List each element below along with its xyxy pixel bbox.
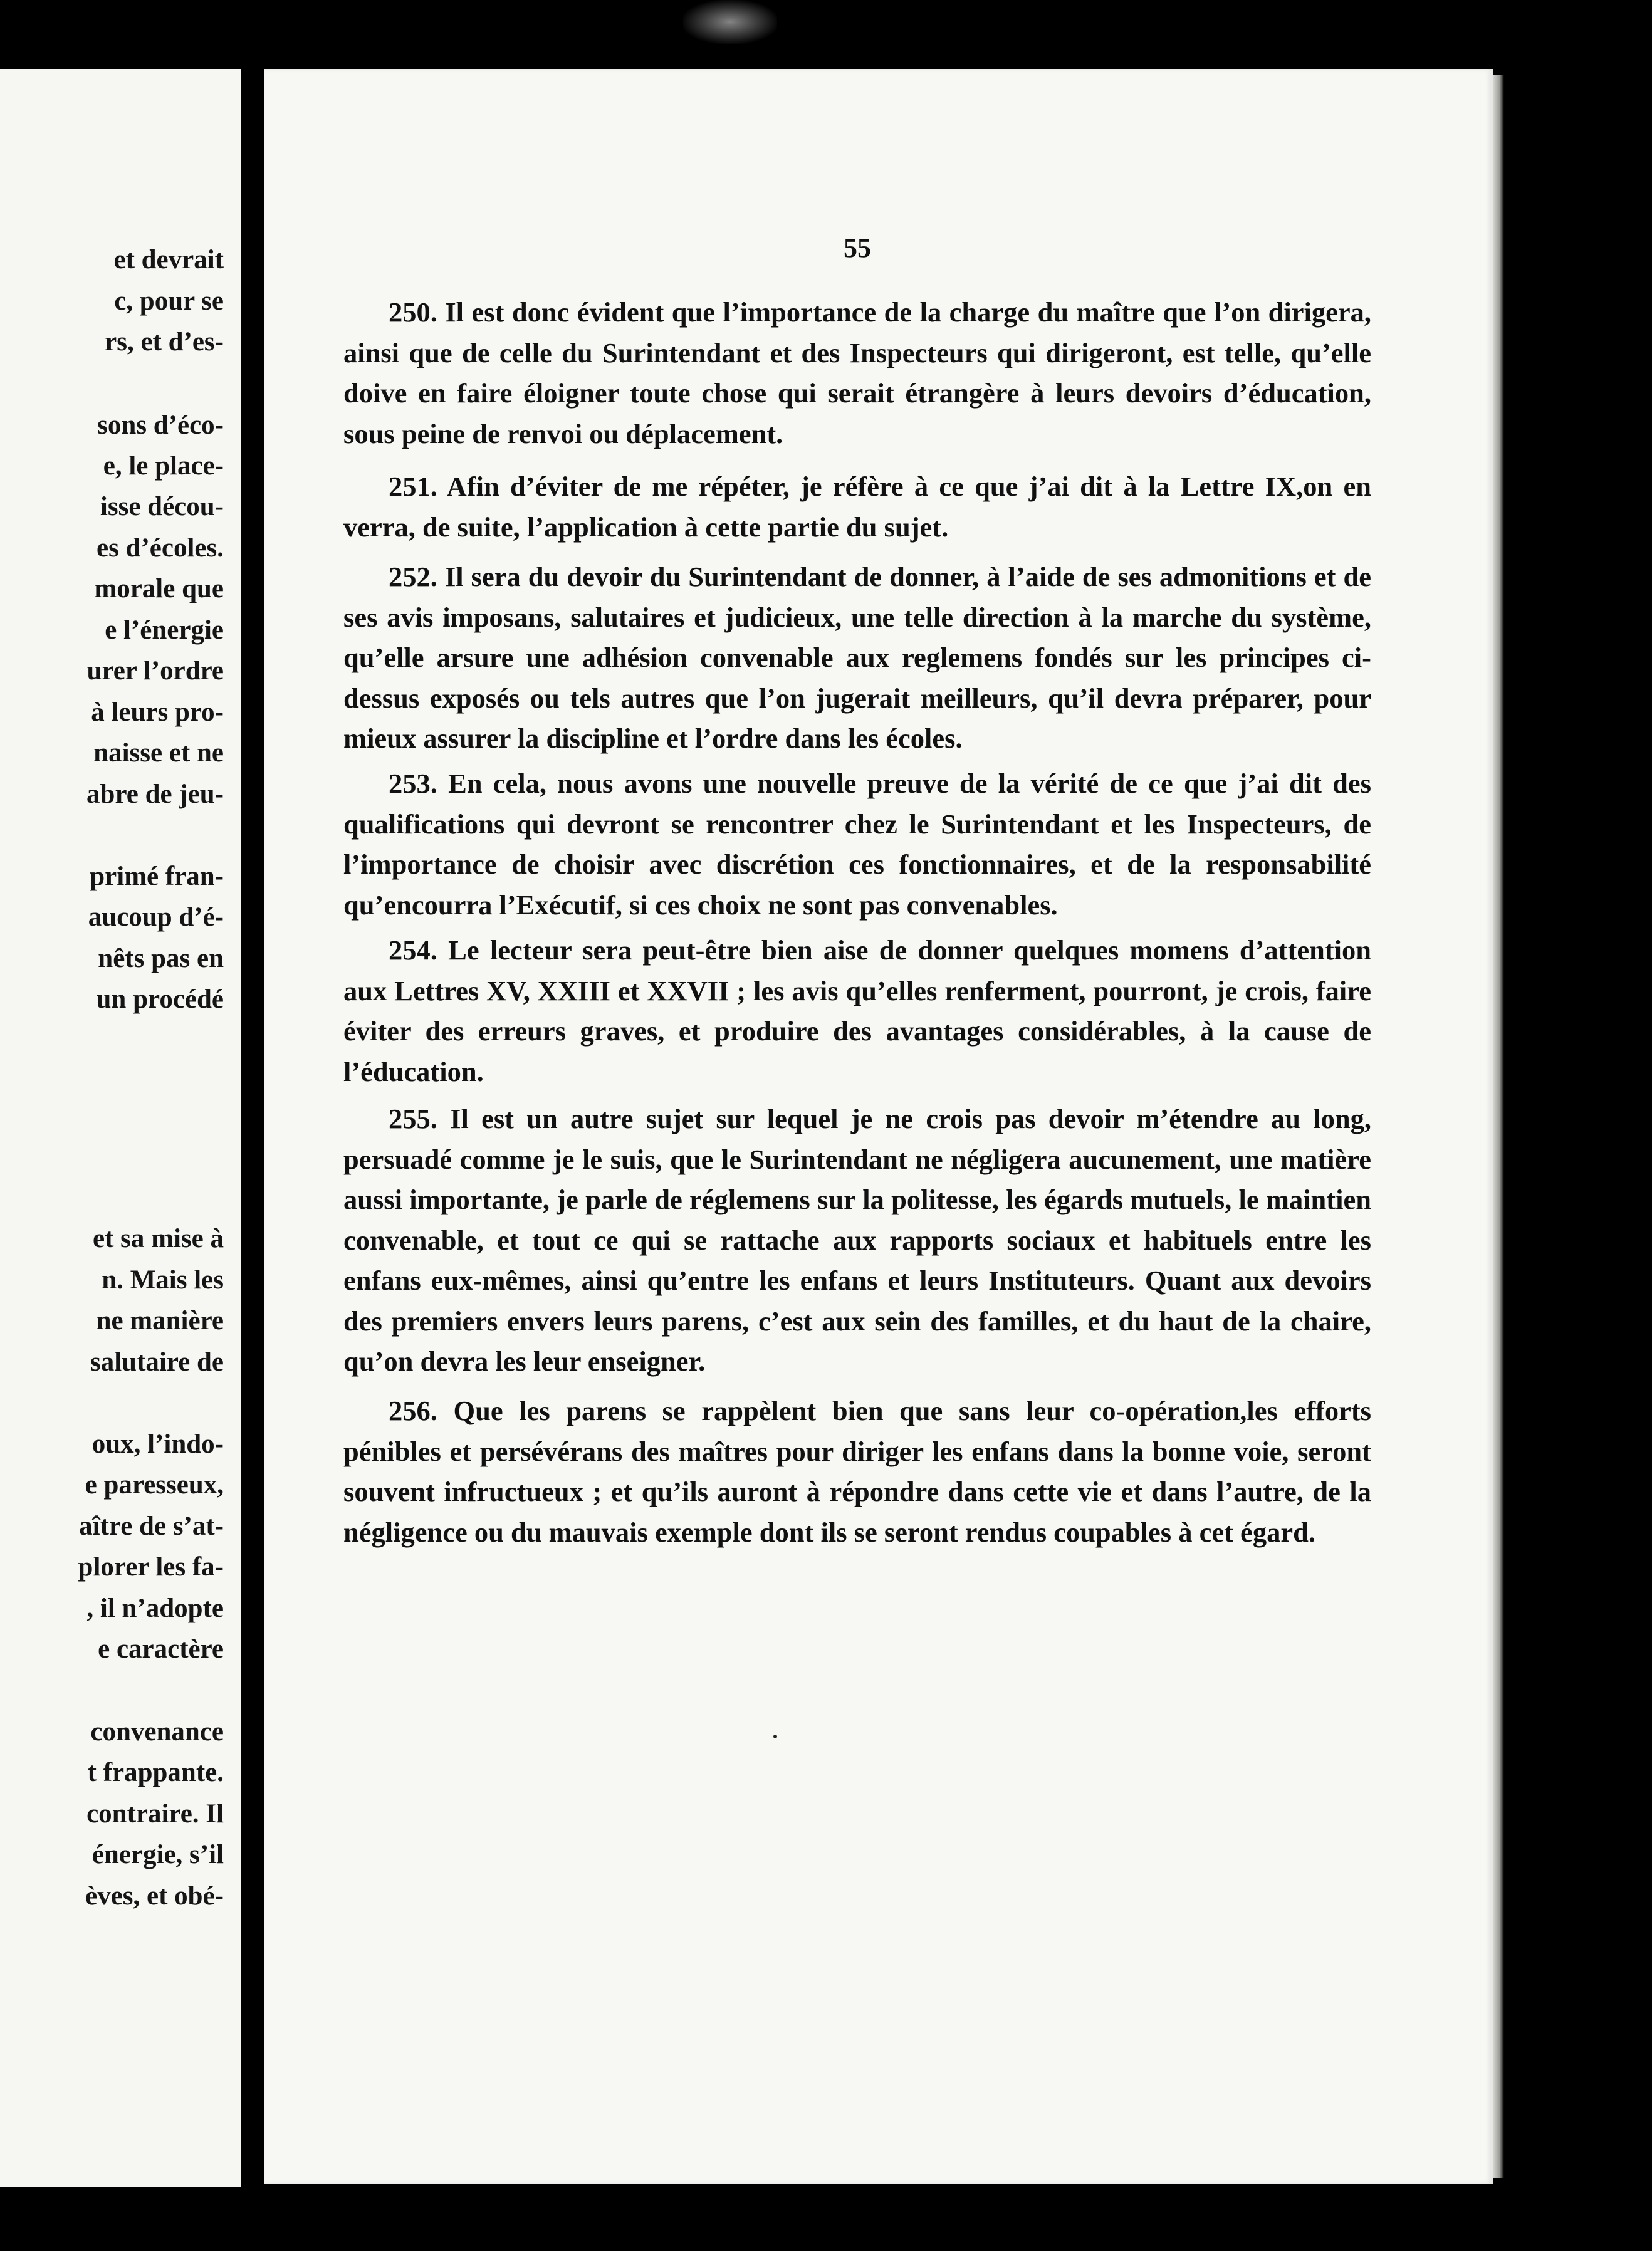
left-page-line: et sa mise à	[93, 1224, 224, 1253]
page-number: 55	[844, 232, 871, 263]
left-page-line: ne manière	[96, 1306, 224, 1335]
paragraph-number: 256.	[389, 1395, 437, 1426]
left-page-line: t frappante.	[87, 1758, 224, 1787]
paragraph-number: 250.	[389, 296, 437, 328]
left-page-line: nêts pas en	[98, 944, 224, 973]
paragraph-254	[343, 930, 1371, 1092]
left-page-line: oux, l’indo-	[91, 1429, 224, 1459]
paragraph-text: Que les parens se rappèlent bien que sans leur co-opération,les efforts pénibles et persévérans des maîtres pour diriger les enfans dans la bonne voie, seront souvent infructueux ; et qu’ils auront à répondre dans cette vie et dans l’autre, de la négligence ou du mauvais exemple dont ils se seront rendus coupables à cet égard.	[343, 1395, 1372, 1548]
left-page-line: e paresseux,	[85, 1470, 224, 1500]
paragraph-text: Afin d’éviter de me répéter, je réfère à ce que j’ai dit à la Lettre IX,on en verra, de suite, l’application à cette partie du sujet.	[343, 471, 1372, 543]
left-page-line: naisse et ne	[93, 738, 224, 768]
left-page-line: à leurs pro-	[91, 697, 224, 727]
paragraph-256	[343, 1391, 1371, 1552]
left-page-line: aître de s’at-	[79, 1512, 224, 1541]
page-edge	[1493, 75, 1504, 2178]
paragraph-text: En cela, nous avons une nouvelle preuve de la vérité de ce que j’ai dit des qualifications qui devront se rencontrer chez le Surintendant et les Inspecteurs, de l’importance de choisir avec discrétion ces fonctionnaires, et de la responsabilité qu’encourra l’Exécutif, si ces choix ne sont pas convenables.	[343, 768, 1372, 921]
left-page-line: convenance	[90, 1717, 224, 1747]
left-page-line: et devrait	[113, 245, 224, 274]
ink-dot	[773, 1735, 777, 1738]
left-page-line: un procédé	[96, 984, 224, 1014]
left-page-line: e, le place-	[103, 451, 224, 481]
left-page-line: salutaire de	[90, 1347, 224, 1377]
left-page-line: primé fran-	[90, 862, 224, 891]
left-page-line: e l’énergie	[105, 615, 224, 645]
facing-page-left	[0, 69, 241, 2187]
left-page-line: abre de jeu-	[86, 780, 224, 809]
left-page-line: plorer les fa-	[78, 1552, 224, 1582]
paragraph-250	[343, 292, 1371, 454]
left-page-line: morale que	[94, 574, 224, 603]
paragraph-number: 253.	[389, 768, 437, 799]
paragraph-text: Il est donc évident que l’importance de la charge du maître que l’on dirigera, ainsi que de celle du Surintendant et des Inspecteurs qui dirigeront, est telle, qu’elle doive en faire éloigner toute chose qui serait étrangère à leurs devoirs d’éducation, sous peine de renvoi ou déplacement.	[343, 296, 1372, 449]
left-page-line: énergie, s’il	[91, 1840, 224, 1869]
paragraph-number: 252.	[389, 561, 437, 592]
scan-artifact	[683, 0, 777, 44]
paragraph-number: 251.	[389, 471, 437, 502]
paragraph-text: Il sera du devoir du Surintendant de donner, à l’aide de ses admonitions et de ses avis imposans, salutaires et judicieux, une telle direction à la marche du système, qu’elle arsure une adhésion convenable aux reglemens fondés sur les principes ci-dessus exposés ou tels autres que l’on jugerait meilleurs, qu’il devra préparer, pour mieux assurer la discipline et l’ordre dans les écoles.	[343, 561, 1371, 754]
paragraph-252	[343, 556, 1371, 759]
left-page-line: aucoup d’é-	[88, 902, 224, 932]
left-page-line: contraire. Il	[86, 1799, 224, 1829]
left-page-line: n. Mais les	[102, 1265, 224, 1295]
left-page-line: es d’écoles.	[97, 533, 224, 563]
paragraph-text: Le lecteur sera peut-être bien aise de donner quelques momens d’attention aux Lettres XV, XXIII et XXVII ; les avis qu’elles renferment, pourront, je crois, faire éviter des erreurs graves, et produire des avantages considérables, à la cause de l’éducation.	[343, 934, 1371, 1087]
left-page-line: rs, et d’es-	[105, 327, 224, 357]
paragraph-251	[343, 466, 1371, 547]
paragraph-text: Il est un autre sujet sur lequel je ne crois pas devoir m’étendre au long, persuadé comme je le suis, que le Surintendant ne négligera aucunement, une matière aussi importante, je parle de réglemens sur la politesse, les égards mutuels, le maintien convenable, et tout ce qui se rattache aux rapports sociaux et habituels entre les enfans eux-mêmes, ainsi qu’entre les enfans et leurs Instituteurs. Quant aux devoirs des premiers envers leurs parens, c’est aux sein des familles, et du haut de la chaire, qu’on devra les leur enseigner.	[343, 1103, 1372, 1377]
left-page-line: isse décou-	[100, 492, 224, 521]
paragraph-255	[343, 1099, 1371, 1382]
left-page-line: e caractère	[98, 1634, 224, 1664]
left-page-line: sons d’éco-	[97, 410, 224, 440]
left-page-line: c, pour se	[114, 286, 224, 316]
paragraph-253	[343, 763, 1371, 925]
left-page-line: urer l’ordre	[86, 656, 224, 686]
left-page-line: , il n’adopte	[86, 1594, 224, 1623]
paragraph-number: 255.	[389, 1103, 437, 1134]
paragraph-number: 254.	[389, 934, 437, 966]
left-page-line: èves, et obé-	[85, 1881, 224, 1911]
